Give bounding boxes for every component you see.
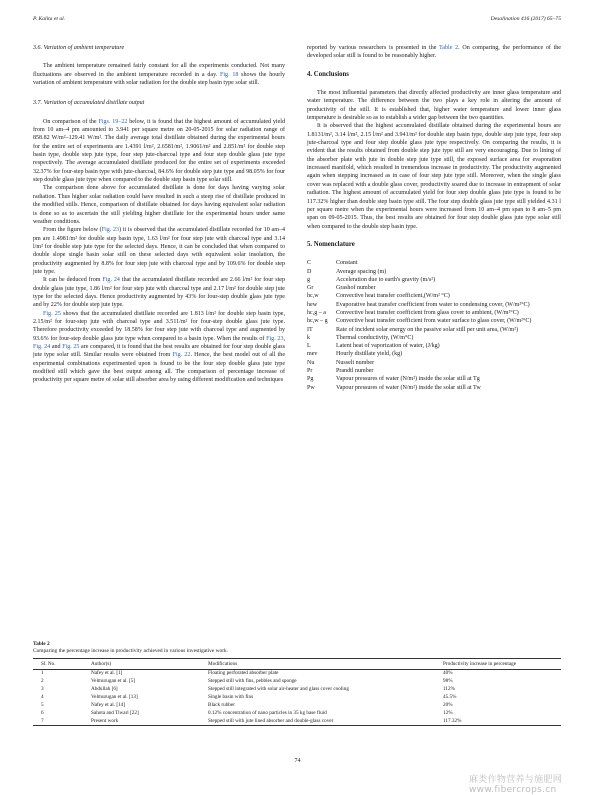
table-row [33, 694, 561, 702]
paragraph [307, 44, 561, 61]
comparison-table [33, 658, 561, 726]
nomenclature-symbol: L [307, 343, 311, 350]
table-row [33, 678, 561, 686]
nomenclature-symbol: Nu [307, 359, 315, 366]
nomenclature-definition: Convective heat transfer coefficient from water surface to glass cover, (W/m²°C) [336, 318, 532, 325]
nomenclature-item [307, 334, 561, 342]
cell-modifications: Black rubber [208, 701, 235, 708]
text: , [283, 335, 285, 342]
nomenclature-item [307, 317, 561, 325]
running-header-authors: P. Kalita et al. [33, 16, 66, 22]
table-row [33, 686, 561, 694]
nomenclature-definition: Nusselt number [336, 359, 375, 366]
cell-productivity: 20% [443, 701, 453, 708]
cell-authors: Abdullah [6] [91, 686, 118, 693]
nomenclature-definition: Vapour pressures of water (N/m²) inside the solar still at Tw [336, 384, 481, 391]
cell-authors: Sahota and Tiwari [22] [91, 709, 139, 716]
table-row [33, 709, 561, 717]
cell-authors: Velmurugan et al. [5] [91, 678, 136, 685]
table-body [33, 670, 561, 726]
nomenclature-symbol: hc,w – g [307, 318, 328, 325]
table-header-row [33, 659, 561, 670]
table-row [33, 717, 561, 725]
figure-link[interactable]: Fig. 24 [102, 277, 120, 284]
nomenclature-item [307, 292, 561, 300]
cell-productivity: 112% [443, 686, 455, 693]
text: On comparison of the [43, 118, 99, 125]
figure-link[interactable]: Fig. 18 [220, 71, 239, 78]
nomenclature-definition: Convective heat transfer coefficient,(W/m² °C) [336, 293, 450, 300]
cell-authors: Velmurugan et al. [13] [91, 694, 138, 701]
nomenclature-item [307, 359, 561, 367]
nomenclature-definition: Prandtl number [336, 368, 374, 375]
cell-sl-no: 7 [33, 717, 91, 725]
nomenclature-symbol: hc,w [307, 293, 319, 300]
section-heading-conclusions: 4. Conclusions [307, 70, 349, 78]
figure-link[interactable]: Fig. 22 [172, 352, 191, 359]
nomenclature-definition: Convective heat transfer coefficient from glass cover to ambient, (W/m²°C) [336, 310, 519, 316]
paragraph: It is observed that the highest accumulated distillate obtained during the experimental hours are 1.8131/m², 3.14 l/m², 2.15 l/m² and 3.941/m² for double step basin type, double step jute type, four step jute-charcoal type and four step double glass jute type respectively. On comparing the results, it is evident that the results obtained from double step jute type still are very encouraging. Due to lining of the absorber plate with jute in double step jute type still, the exposed surface area for evaporation increased manifold, which resulted in tremendous increase in productivity. The productivity augmented again when stepping increased as in case of four step jute type still. Moreover, when the single glass cover was replaced with a double glass cover, productivity soared due to increase in entrapment of solar radiation. The highest amount of accumulated yield for four step double glass jute type is found to be 117.32% higher than double step basin type still. The four step double glass jute type still yielded 4.31 l per square metre when the experimental hours were increased from 10 am–4 pm span to 8 am–5 pm span on 09-05-2015. Thus, the best results are obtained for four step double glass jute type solar still when compared to the double step basin type. [307, 123, 561, 230]
cell-sl-no: 2 [41, 678, 44, 685]
nomenclature-definition: Constant [336, 260, 358, 267]
nomenclature-symbol: Pw [307, 384, 315, 391]
page-number: 74 [294, 758, 301, 764]
section-heading-nomenclature: 5. Nomenclature [307, 240, 355, 248]
section-heading-3-6: 3.6. Variation of ambient temperature [33, 45, 125, 51]
text: ) it is observed that the accumulated distillate recorded for 10 am–4 pm are 1.4981/m² for double step basin type, 1.63 l/m² for four step jute with charcoal type and 3.14 l/m² for double step jute type for the selected days. Hence, it can be concluded that when compared to double slope single basin solar still on these selected days with equivalent solar insolation, the productivity augmented by 8.8% for four step jute with charcoal type and by 109.6% for double step jute type. [33, 227, 285, 275]
nomenclature-definition: Latent heat of vaporization of water, (J/kg) [336, 343, 440, 350]
nomenclature-symbol: k [307, 334, 311, 341]
nomenclature-definition: Hourly distillate yield, (kg) [336, 351, 403, 358]
cell-authors: Present work [91, 717, 208, 725]
text: The ambient temperature remained fairly constant for all the experiments conducted. Not many fluctuations are observed in the ambient temperature recorded in a day. [33, 63, 285, 78]
nomenclature-item [307, 342, 561, 350]
text: From the figure below ( [43, 227, 102, 234]
nomenclature-symbol: IT [307, 326, 313, 333]
cell-productivity: 117.32% [443, 717, 561, 725]
cell-productivity: 40% [443, 670, 453, 677]
nomenclature-item [307, 268, 561, 276]
text: reported by various researchers is presented in the [307, 45, 440, 51]
nomenclature-item [307, 375, 561, 383]
text: below, it is found that the highest amount of accumulated yield from 10 am–4 pm amounted to 3.941 per square metre on 20-05-2015 for solar radiation range of 858.82 W/m²–129.41 W/m². The daily average total distillate obtained during the experimental hours for the entire set of experiments are 1.4391 l/m², 2.6581/m², 1.9061/m² and 2.851/m² for double step basin type, double step jute type, four step jute-charcoal type and four step double glass jute type respectively. The average accumulated distillate produced for the entire set of experiments exceeded 32.37% for four-step basin type with jute-charcoal, 84.6% for double step jute type and 98.05% for four step double glass jute type when compared to the double step basin type solar still. [33, 118, 285, 184]
cell-modifications: Floating perforated absorber plate [208, 670, 279, 677]
nomenclature-item [307, 276, 561, 284]
cell-sl-no: 5 [41, 701, 44, 708]
cell-authors: Nafey et al. [1] [91, 670, 123, 677]
nomenclature-definition: Evaporative heat transfer coefficient from water to condensing cover, (W/m²°C) [336, 301, 530, 308]
nomenclature-symbol: hew [307, 301, 318, 308]
column-header-authors: Author(s) [91, 659, 208, 670]
column-header-productivity: Productivity increase in percentage [443, 659, 561, 670]
text: and [50, 344, 63, 350]
watermark: 麻类作物营养与施肥网 www.fibercrops.cn [469, 775, 563, 795]
figure-link[interactable]: Figs. 19–22 [98, 118, 128, 125]
cell-sl-no: 1 [41, 670, 44, 677]
nomenclature-symbol: Pr [307, 368, 313, 375]
column-header-sl-no: Sl. No. [33, 659, 91, 670]
cell-modifications: Stepped still integrated with solar air-heater and glass cover cooling [208, 686, 349, 693]
nomenclature-symbol: C [307, 260, 312, 267]
figure-link[interactable]: Fig. 25 [62, 344, 80, 350]
cell-authors: Nafey et al. [14] [91, 701, 125, 708]
paragraph [33, 62, 285, 87]
nomenclature-symbol: D [307, 268, 312, 275]
cell-modifications: 0.12% concentration of nano particles in 35 kg base fluid [208, 709, 327, 716]
nomenclature-symbol: g [307, 276, 311, 283]
text: that the accumulated distillate recorded are 2.66 l/m² for four step double glass jute type, 1.86 l/m² for four step jute with charcoal type and 2.17 l/m² for double step jute type for the selected days. Hence productivity augmented by 43% for four-step double glass jute type and by 22% for double step jute type. [33, 277, 285, 309]
paragraph [33, 118, 285, 185]
running-header-journal: Desalination 416 (2017) 65–75 [490, 16, 561, 22]
column-header-modifications: Modifications [208, 659, 443, 670]
text: are compared, it is found that the best results are obtained for four step double glass jute type solar still. Similar results were obtained from [33, 344, 285, 359]
nomenclature-symbol: Pg [307, 376, 314, 383]
nomenclature-definition: Grashof number [336, 285, 376, 292]
nomenclature-item [307, 259, 561, 267]
nomenclature-item [307, 350, 561, 358]
text: shows that the accumulated distillate recorded are 1.813 l/m² for double step basin type, 2.15/m² for four-step jute with charcoal type and 3.511/m² for four-step double glass jute type. Therefore productivity exceeded by 18.58% for four step jute with charcoal type and augmented by 93.6% for four-step double glass jute type when compared to a basin type. When the results of [33, 310, 285, 342]
cell-sl-no: 3 [41, 686, 44, 693]
table-subcaption: Comparing the percentage increase in productivity achieved in various investigative work. [33, 648, 229, 654]
nomenclature-definition: Vapour pressures of water (N/m²) inside the solar still at Tg [336, 376, 480, 383]
paragraph [33, 310, 285, 385]
cell-modifications: Stepped still with jute lined absorber and double-glass cover [208, 717, 443, 725]
figure-link[interactable]: Fig. 23 [266, 335, 284, 342]
text: . On comparing, the performance of the developed solar still is found to be reasonably higher. [307, 45, 561, 60]
nomenclature-item [307, 326, 561, 334]
nomenclature-list [307, 259, 561, 392]
nomenclature-definition: Rate of incident solar energy on the passive solar still per unit area, (W/m²) [336, 326, 519, 333]
table-row [33, 702, 561, 710]
figure-link[interactable]: Fig. 25 [43, 310, 61, 317]
nomenclature-definition: Acceleration due to earth's gravity (m/s²) [336, 276, 436, 283]
cell-sl-no: 6 [41, 709, 44, 716]
table-link[interactable]: Table 2 [439, 45, 459, 51]
nomenclature-item [307, 284, 561, 292]
text: . Hence, the best model out of all the experimental combinations experimented upon is found to be the four step double glass jute type modified still which gave the best output among all. The comparison of percentage increase of productivity per square metre of solar still absorber area by using different modification and techniques [33, 352, 286, 384]
figure-link[interactable]: Fig. 24 [33, 344, 51, 350]
cell-modifications: Stepped still with fins, pebbles and sponge [208, 678, 297, 685]
cell-productivity: 12% [443, 709, 453, 716]
nomenclature-item [307, 384, 561, 392]
paragraph: The most influential parameters that directly affected productivity are inner glass temperature and water temperature. The difference between the two plays a key role in altering the amount of productivity of the still. It is established that, higher water temperature and lower inner glass temperature is desirable so as to establish a wider gap between the two quantities. [307, 90, 561, 122]
table-2 [33, 641, 561, 726]
nomenclature-symbol: Gr [307, 285, 314, 292]
cell-productivity: 45.5% [443, 694, 457, 701]
nomenclature-symbol: mev [307, 351, 318, 358]
section-heading-3-7: 3.7. Variation of accumulated distillate output [33, 100, 145, 107]
nomenclature-symbol: hc,g – a [307, 310, 326, 316]
figure-link[interactable]: Fig. 23 [101, 227, 120, 234]
paragraph [33, 226, 285, 276]
nomenclature-item [307, 309, 561, 317]
text: shows the hourly variation of ambient temperature with solar radiation for the double step basin type solar still. [33, 71, 285, 87]
cell-sl-no: 4 [41, 694, 44, 701]
nomenclature-item [307, 301, 561, 309]
nomenclature-definition: Average spacing (m) [336, 268, 387, 275]
cell-productivity: 98% [443, 678, 453, 685]
table-row [33, 670, 561, 678]
paragraph: The comparison done above for accumulated distillate is done for days having varying solar radiation. Thus higher solar radiation could have resulted in such a steep rise of distillate produced in the modified stills. Hence, comparison of distillate obtained for days having equivalent solar radiation is done so as to ascertain the still yielding higher distillate for the experimental hours under same weather conditions. [33, 185, 285, 225]
left-column [33, 44, 285, 385]
paragraph [33, 276, 285, 309]
right-column [307, 44, 561, 392]
nomenclature-definition: Thermal conductivity, (W/m°C) [336, 334, 414, 341]
table-caption: Table 2 [33, 641, 50, 647]
text: It can be deduced from [43, 277, 103, 284]
nomenclature-item [307, 367, 561, 375]
cell-modifications: Single basin with fins [208, 694, 254, 701]
